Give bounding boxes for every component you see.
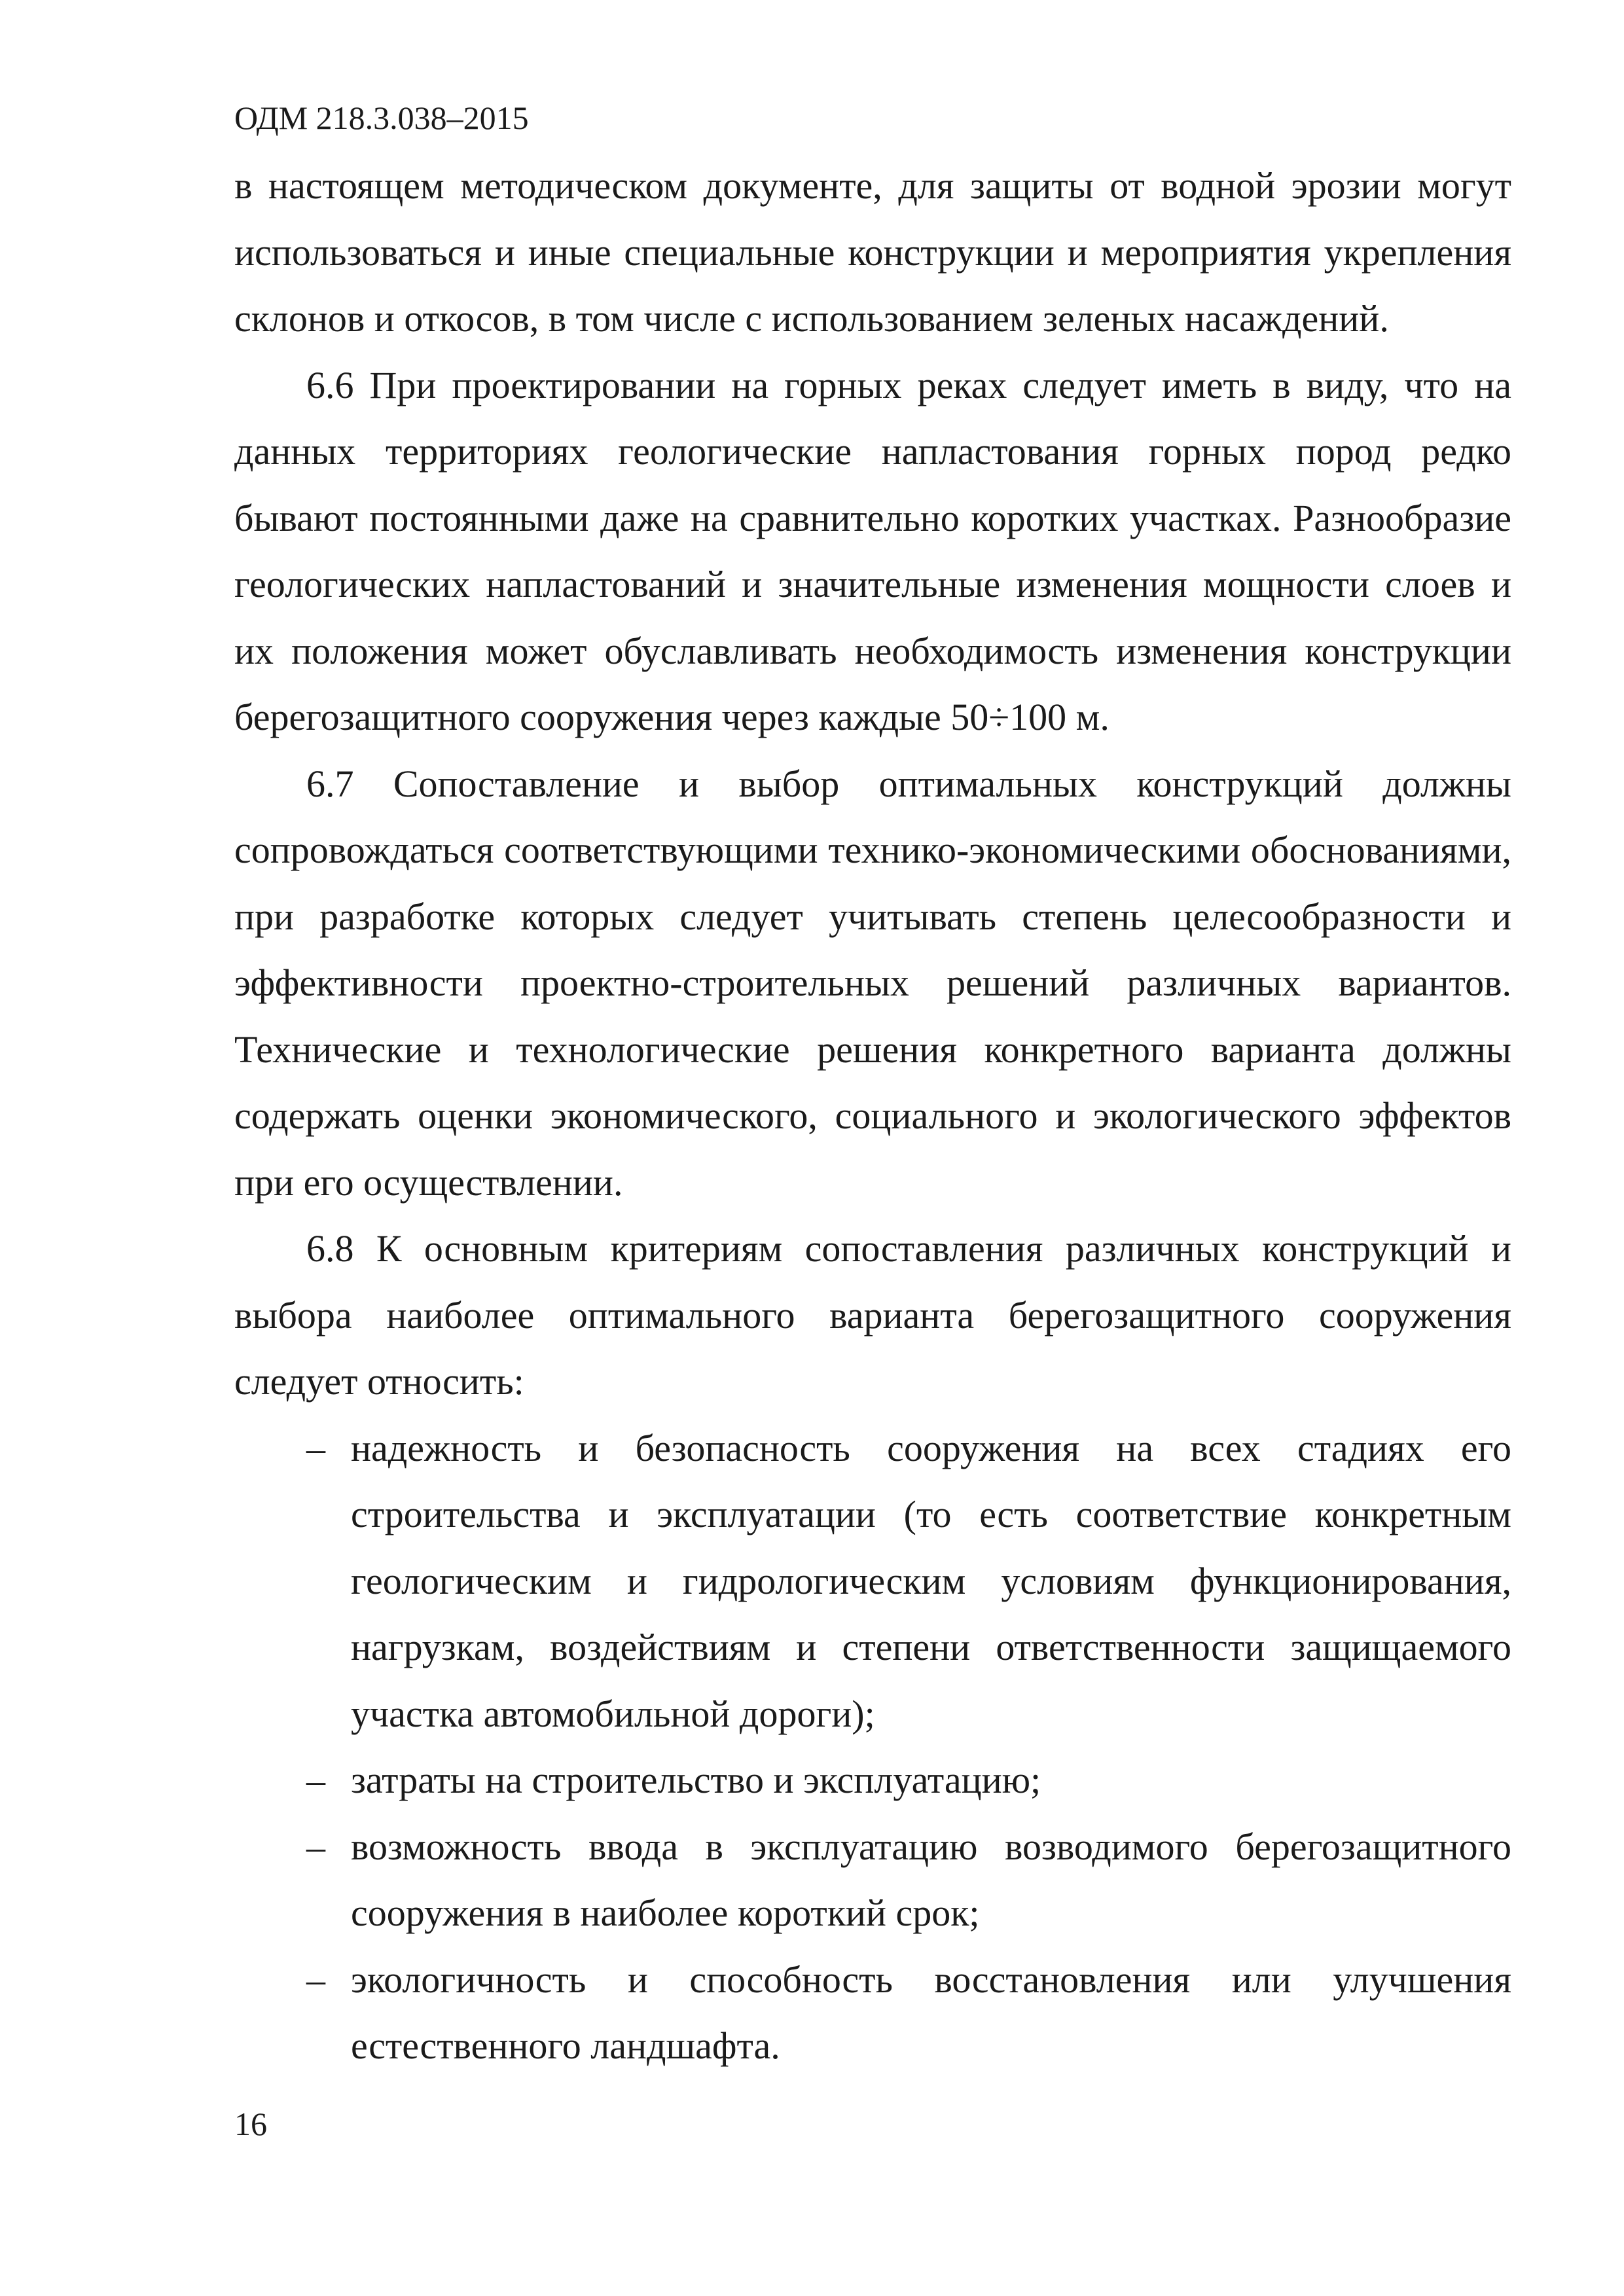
list-item <box>234 1946 1511 2079</box>
document-code: ОДМ 218.3.038–2015 <box>234 99 529 136</box>
list-item-text: экологичность и способность восстановления или улучшения естественного ландшафта. <box>351 1958 1511 2067</box>
dash-marker: – <box>306 1759 325 1801</box>
paragraph-6-8: 6.8 К основным критериям сопоставления различных конструкций и выбора наиболее оптимального варианта берегозащитного сооружения следует относить: <box>234 1227 1511 1403</box>
paragraph-6-6: 6.6 При проектировании на горных реках следует иметь в виду, что на данных территориях геологические напластования горных пород редко бывают постоянными даже на сравнительно коротких участках. Разнообразие геологических напластований и значительные изменения мощности слоев и их положения может обуславливать необходимость изменения конструкции берегозащитного сооружения через каждые 50÷100 м. <box>234 363 1511 738</box>
dash-marker: – <box>306 1958 325 2001</box>
dash-marker: – <box>306 1426 325 1469</box>
paragraph-continued: в настоящем методическом документе, для защиты от водной эрозии могут использоваться и иные специальные конструкции и мероприятия укрепления склонов и откосов, в том числе с использованием зеленых насаждений. <box>234 164 1511 340</box>
paragraph-6-7: 6.7 Сопоставление и выбор оптимальных конструкций должны сопровождаться соответствующими технико-экономическими обоснованиями, при разработке которых следует учитывать степень целесообразности и эффективности проектно-строительных решений различных вариантов. Технические и технологические решения конкретного варианта должны содержать оценки экономического, социального и экологического эффектов при его осуществлении. <box>234 762 1511 1204</box>
body-text <box>234 152 1511 2079</box>
list-item-text: затраты на строительство и эксплуатацию; <box>351 1759 1041 1801</box>
page-number: 16 <box>234 2106 267 2142</box>
list-item-text: надежность и безопасность сооружения на всех стадиях его строительства и эксплуатации (то есть соответствие конкретным геологическим и гидрологическим условиям функционирования, нагрузкам, воздействиям и степени ответственности защищаемого участка автомобильной дороги); <box>351 1426 1511 1735</box>
dash-marker: – <box>306 1825 325 1868</box>
list-item-text: возможность ввода в эксплуатацию возводимого берегозащитного сооружения в наиболее короткий срок; <box>351 1825 1511 1934</box>
list-item <box>234 1747 1511 1814</box>
list-item <box>234 1814 1511 1946</box>
list-item <box>234 1415 1511 1748</box>
criteria-list <box>234 1415 1511 2079</box>
